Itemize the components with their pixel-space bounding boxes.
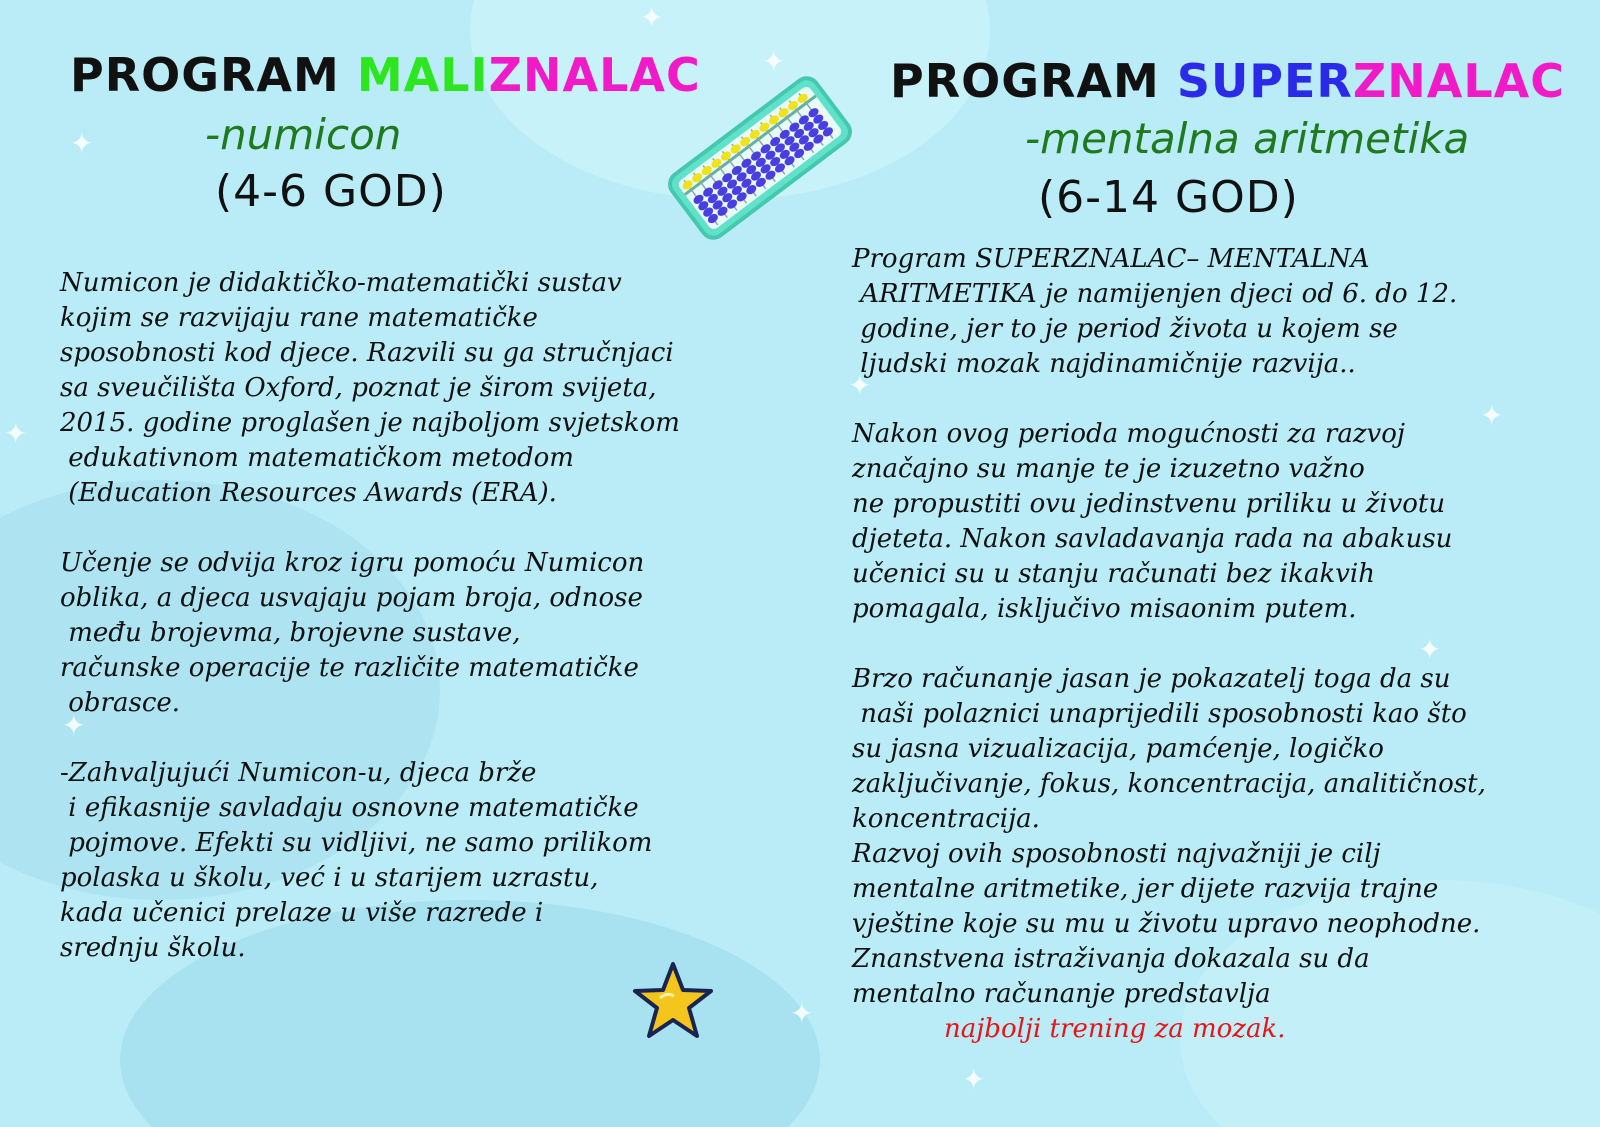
left-paragraph: Numicon je didaktičko-matematički sustav kojim se razvijaju rane matematičke sposobnosti kod djece. Razvili su ga stručnjaci sa sveučilišta Oxford, poznat je širom svijeta, 2015. godine proglašen je najboljom svjetskom edukativnom matematičkom metodom (Education Resources Awards (ERA). bbox=[60, 268, 680, 508]
heading-word-znalac: ZNALAC bbox=[1352, 54, 1565, 108]
heading-prefix: PROGRAM bbox=[70, 48, 340, 102]
left-subtitle: -numicon bbox=[205, 110, 402, 159]
heading-word-mali: MALI bbox=[356, 48, 489, 102]
right-paragraph: Program SUPERZNALAC– MENTALNA ARITMETIKA je namijenjen djeci od 6. do 12. godine, jer to je period života u kojem se ljudski mozak najdinamičnije razvija.. bbox=[852, 244, 1458, 379]
star-icon bbox=[630, 960, 716, 1040]
heading-word-znalac: ZNALAC bbox=[488, 48, 701, 102]
left-age-range: (4-6 GOD) bbox=[215, 166, 447, 217]
left-heading bbox=[70, 50, 770, 101]
sparkle-icon: ✦ bbox=[962, 1063, 986, 1096]
right-paragraph: Brzo računanje jasan je pokazatelj toga da su naši polaznici unaprijedili sposobnosti kao što su jasna vizualizacija, pamćenje, logičko zaključivanje, fokus, koncentracija, analitičnost, koncentracija. Razvoj ovih sposobnosti najvažniji je cilj mentalne aritmetike, jer dijete razvija trajne vještine koje su mu u životu upravo neophodne. Znanstvena istraživanja dokazala su da mentalno računanje predstavlja bbox=[852, 664, 1486, 1009]
heading-prefix: PROGRAM bbox=[890, 54, 1160, 108]
sparkle-icon: ✦ bbox=[1418, 633, 1442, 666]
sparkle-icon: ✦ bbox=[640, 1, 664, 34]
left-paragraph: Učenje se odvija kroz igru pomoću Numicon oblika, a djeca usvajaju pojam broja, odnose među brojevma, brojevne sustave, računske operacije te različite matematičke obrasce. bbox=[60, 548, 645, 718]
sparkle-icon: ✦ bbox=[1480, 399, 1504, 432]
sparkle-icon: ✦ bbox=[790, 997, 814, 1030]
left-body bbox=[60, 266, 780, 966]
left-paragraph: -Zahvaljujući Numicon-u, djeca brže i efikasnije savladaju osnovne matematičke pojmove. Efekti su vidljivi, ne samo prilikom polaska u školu, već i u starijem uzrastu, kada učenici prelaze u više razrede i srednju školu. bbox=[60, 758, 653, 963]
right-column bbox=[890, 56, 1590, 107]
right-subtitle: -mentalna aritmetika bbox=[1025, 114, 1470, 163]
right-age-range: (6-14 GOD) bbox=[1038, 172, 1299, 223]
right-paragraph: Nakon ovog perioda mogućnosti za razvoj značajno su manje te je izuzetno važno ne propustiti ovu jedinstvenu priliku u životu djeteta. Nakon savladavanja rada na abakusu učenici su u stanju računati bez ikakvih pomagala, isključivo misaonim putem. bbox=[852, 419, 1453, 624]
left-column bbox=[70, 50, 770, 101]
sparkle-icon: ✦ bbox=[70, 127, 94, 160]
sparkle-icon: ✦ bbox=[762, 45, 786, 78]
sparkle-icon: ✦ bbox=[4, 417, 28, 450]
sparkle-icon: ✦ bbox=[62, 709, 86, 742]
heading-word-super: SUPER bbox=[1176, 54, 1353, 108]
right-heading bbox=[890, 56, 1590, 107]
right-body bbox=[852, 242, 1592, 1047]
highlight-text: najbolji trening za mozak. bbox=[944, 1014, 1286, 1044]
sparkle-icon: ✦ bbox=[848, 369, 872, 402]
